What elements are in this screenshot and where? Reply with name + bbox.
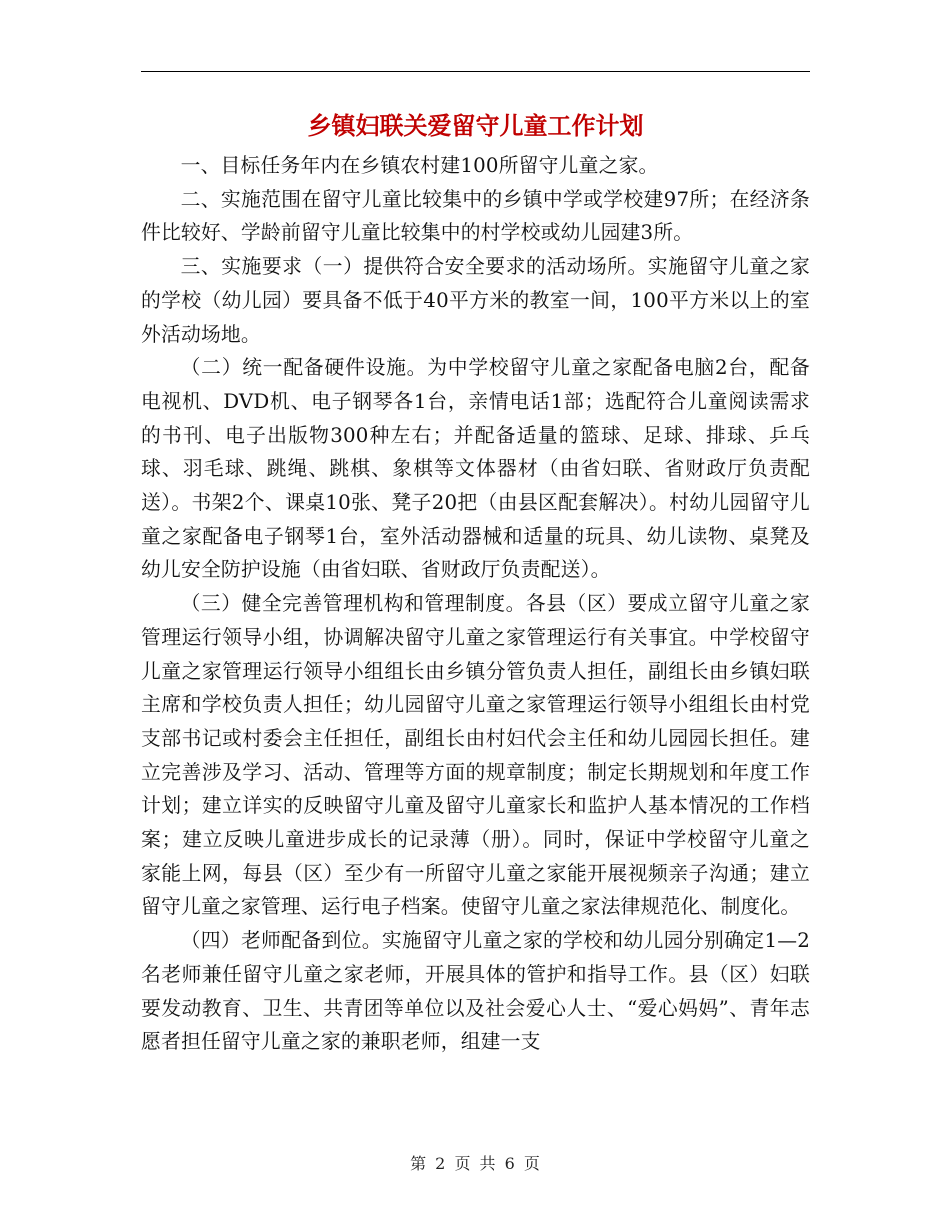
paragraph-goal: 一、目标任务年内在乡镇农村建100所留守儿童之家。 (180, 154, 659, 177)
paragraph-requirement-hardware: （二）统一配备硬件设施。为中学校留守儿童之家配备电脑2台，配备电视机、DVD机、电子钢琴各1台，亲情电话1部；选配符合儿童阅读需求的书刊、电子出版物300种左右；并配备适量的篮球、足球、排球、乒乓球、羽毛球、跳绳、跳棋、象棋等文体器材（由省妇联、省财政厅负责配送）。书架2个、课桌10张、凳子20把（由县区配套解决）。村幼儿园留守儿童之家配备电子钢琴1台，室外活动器械和适量的玩具、幼儿读物、桌凳及幼儿安全防护设施（由省妇联、省财政厅负责配送）。 (141, 356, 810, 582)
paragraph-requirement-management: （三）健全完善管理机构和管理制度。各县（区）要成立留守儿童之家管理运行领导小组，协调解决留守儿童之家管理运行有关事宜。中学校留守儿童之家管理运行领导小组组长由乡镇分管负责人担任，副组长由乡镇妇联主席和学校负责人担任；幼儿园留守儿童之家管理运行领导小组组长由村党支部书记或村委会主任担任，副组长由村妇代会主任和幼儿园园长担任。建立完善涉及学习、活动、管理等方面的规章制度；制定长期规划和年度工作计划；建立详实的反映留守儿童及留守儿童家长和监护人基本情况的工作档案；建立反映儿童进步成长的记录薄（册）。同时，保证中学校留守儿童之家能上网，每县（区）至少有一所留守儿童之家能开展视频亲子沟通；建立留守儿童之家管理、运行电子档案。使留守儿童之家法律规范化、制度化。 (141, 592, 810, 919)
document-body (141, 149, 810, 1059)
paragraph-scope: 二、实施范围在留守儿童比较集中的乡镇中学或学校建97所；在经济条件比较好、学龄前留守儿童比较集中的村学校或幼儿园建3所。 (141, 187, 810, 245)
page-number-footer: 第 2 页 共 6 页 (410, 1154, 540, 1173)
document-title: 乡镇妇联关爱留守儿童工作计划 (307, 112, 644, 140)
header-rule (141, 71, 810, 72)
paragraph-requirement-venue: 三、实施要求（一）提供符合安全要求的活动场所。实施留守儿童之家的学校（幼儿园）要具备不低于40平方米的教室一间，100平方米以上的室外活动场地。 (141, 255, 810, 346)
paragraph-requirement-teachers: （四）老师配备到位。实施留守儿童之家的学校和幼儿园分别确定1—2名老师兼任留守儿童之家老师，开展具体的管护和指导工作。县（区）妇联要发动教育、卫生、共青团等单位以及社会爱心人士、“爱心妈妈”、青年志愿者担任留守儿童之家的兼职老师，组建一支 (141, 929, 810, 1054)
